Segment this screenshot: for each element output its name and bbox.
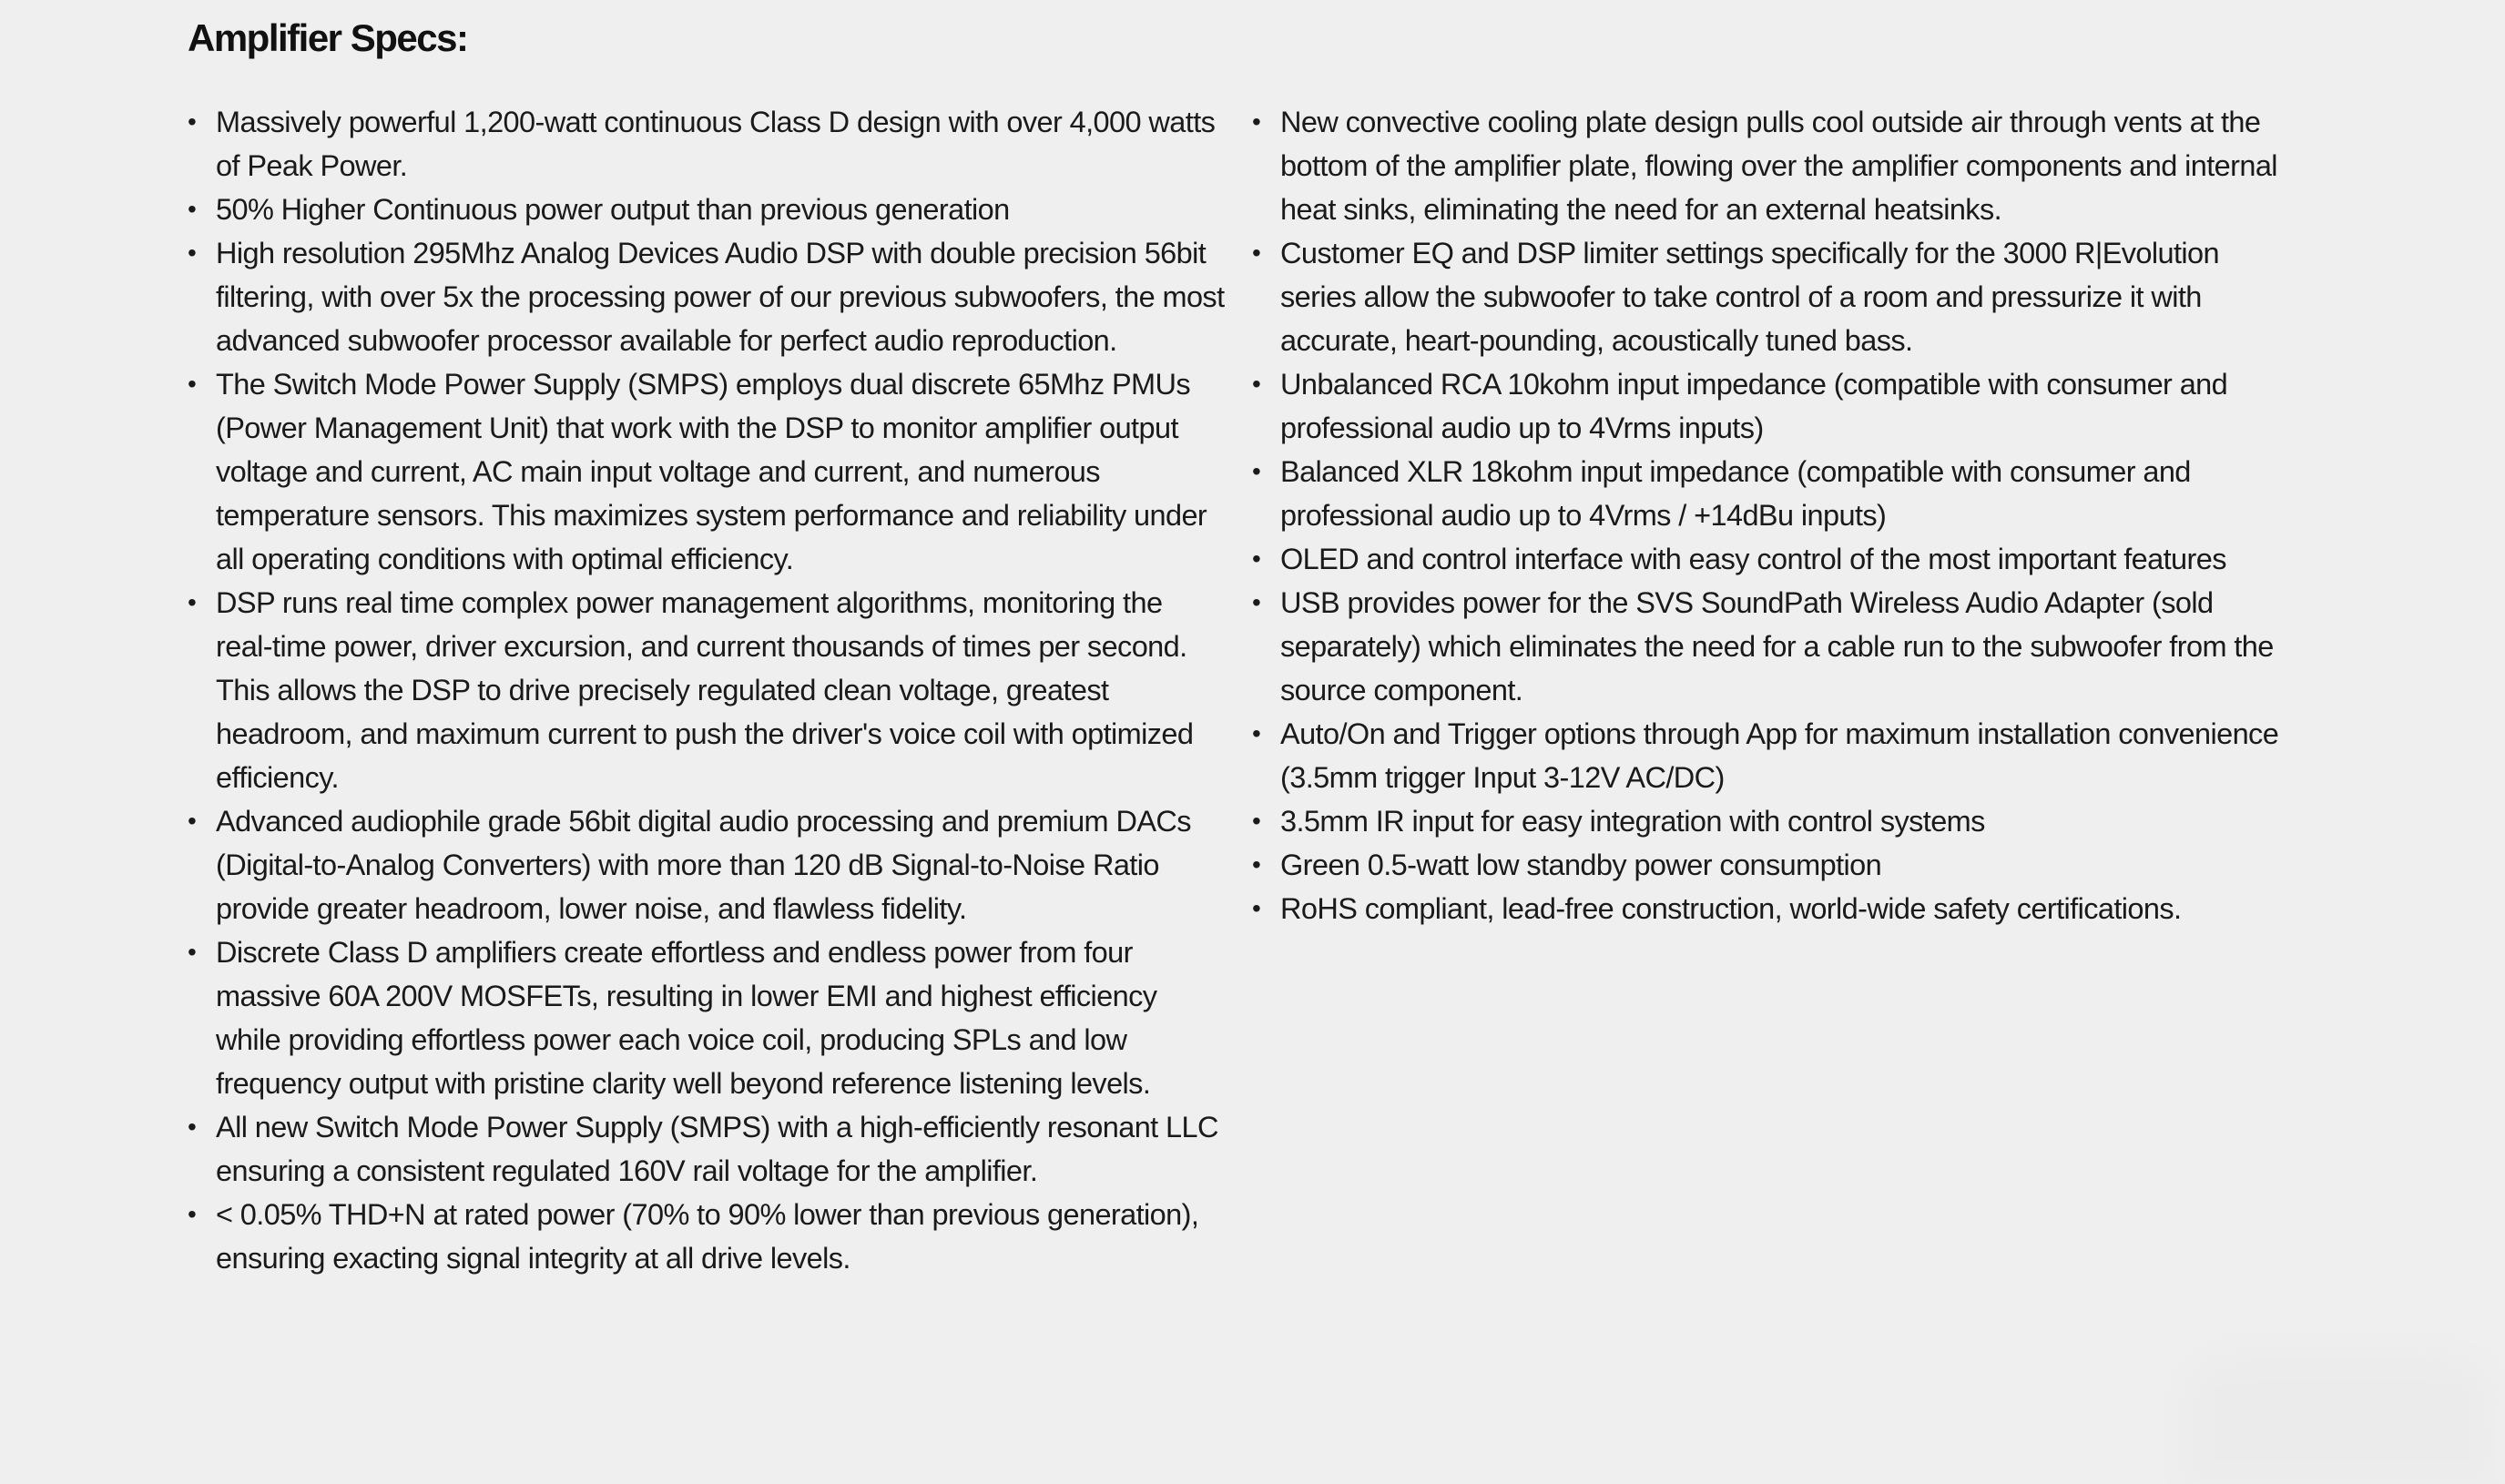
bullet-icon: • — [1252, 719, 1261, 747]
spec-list-item — [188, 231, 1226, 362]
spec-text: 3.5mm IR input for easy integration with control systems — [1280, 805, 1985, 838]
spec-text: 50% Higher Continuous power output than previous generation — [216, 193, 1010, 226]
spec-text: Unbalanced RCA 10kohm input impedance (compatible with consumer and professional audio up to 4Vrms inputs) — [1280, 368, 2228, 444]
bullet-icon: • — [1252, 370, 1261, 398]
bullet-icon: • — [188, 807, 197, 835]
spec-list-item — [1252, 581, 2299, 712]
spec-text: Customer EQ and DSP limiter settings specifically for the 3000 R|Evolution series allow the subwoofer to take control of a room and pressurize it with accurate, heart-pounding, acoustically tuned bass. — [1280, 237, 2220, 357]
bullet-icon: • — [188, 107, 197, 136]
spec-text: DSP runs real time complex power management algorithms, monitoring the real-time power, driver excursion, and current thousands of times per second. This allows the DSP to drive precisely regulated clean voltage, greatest headroom, and maximum current to push the driver's voice coil with optimized efficiency. — [216, 586, 1194, 794]
spec-text: New convective cooling plate design pulls cool outside air through vents at the bottom of the amplifier plate, flowing over the amplifier components and internal heat sinks, eliminating the need for an external heatsinks. — [1280, 106, 2277, 226]
spec-text: Discrete Class D amplifiers create effortless and endless power from four massive 60A 200V MOSFETs, resulting in lower EMI and highest efficiency while providing effortless power each voice coil, producing SPLs and low frequency output with pristine clarity well beyond reference listening levels. — [216, 936, 1157, 1100]
spec-list-item — [188, 188, 1226, 231]
spec-text: Green 0.5-watt low standby power consumption — [1280, 849, 1882, 881]
bullet-icon: • — [1252, 457, 1261, 485]
spec-text: The Switch Mode Power Supply (SMPS) employs dual discrete 65Mhz PMUs (Power Management Unit) that work with the DSP to monitor amplifier output voltage and current, AC main input voltage and current, and numerous temperature sensors. This maximizes system performance and reliability under all operating conditions with optimal efficiency. — [216, 368, 1207, 575]
spec-list-item — [188, 930, 1226, 1105]
bullet-icon: • — [188, 938, 197, 966]
spec-text: Auto/On and Trigger options through App for maximum installation convenience (3.5mm trigger Input 3-12V AC/DC) — [1280, 717, 2279, 794]
spec-list-item — [1252, 100, 2299, 231]
bullet-icon: • — [1252, 894, 1261, 922]
spec-list-item — [1252, 712, 2299, 799]
spec-text: RoHS compliant, lead-free construction, world-wide safety certifications. — [1280, 892, 2182, 925]
bullet-icon: • — [188, 1200, 197, 1228]
spec-list-item — [188, 362, 1226, 581]
spec-list-item — [1252, 887, 2299, 930]
spec-list-item — [1252, 450, 2299, 537]
bullet-icon: • — [188, 588, 197, 616]
spec-list-right — [1252, 100, 2299, 930]
spec-list-item — [1252, 843, 2299, 887]
bullet-icon: • — [188, 195, 197, 223]
spec-text: < 0.05% THD+N at rated power (70% to 90% lower than previous generation), ensuring exacting signal integrity at all drive levels. — [216, 1198, 1199, 1275]
spec-text: Massively powerful 1,200-watt continuous Class D design with over 4,000 watts of Peak Power. — [216, 106, 1216, 182]
spec-text: USB provides power for the SVS SoundPath Wireless Audio Adapter (sold separately) which eliminates the need for a cable run to the subwoofer from the source component. — [1280, 586, 2274, 706]
spec-list-item — [1252, 362, 2299, 450]
background-decoration — [2185, 1357, 2495, 1484]
spec-text: OLED and control interface with easy control of the most important features — [1280, 543, 2226, 575]
bullet-icon: • — [1252, 850, 1261, 879]
spec-list-item — [188, 100, 1226, 188]
bullet-icon: • — [1252, 544, 1261, 573]
bullet-icon: • — [188, 239, 197, 267]
section-heading: Amplifier Specs: — [188, 16, 468, 59]
bullet-icon: • — [1252, 239, 1261, 267]
spec-list-item — [1252, 231, 2299, 362]
spec-list-item — [1252, 799, 2299, 843]
spec-text: All new Switch Mode Power Supply (SMPS) with a high-efficiently resonant LLC ensuring a consistent regulated 160V rail voltage for the amplifier. — [216, 1111, 1218, 1187]
bullet-icon: • — [1252, 807, 1261, 835]
spec-list-item — [188, 799, 1226, 930]
spec-list-item — [188, 1105, 1226, 1193]
spec-text: High resolution 295Mhz Analog Devices Audio DSP with double precision 56bit filtering, with over 5x the processing power of our previous subwoofers, the most advanced subwoofer processor available for perfect audio reproduction. — [216, 237, 1225, 357]
bullet-icon: • — [188, 370, 197, 398]
spec-list-item — [188, 581, 1226, 799]
bullet-icon: • — [1252, 588, 1261, 616]
spec-text: Advanced audiophile grade 56bit digital audio processing and premium DACs (Digital-to-Analog Converters) with more than 120 dB Signal-to-Noise Ratio provide greater headroom, lower noise, and flawless fidelity. — [216, 805, 1191, 925]
bullet-icon: • — [1252, 107, 1261, 136]
bullet-icon: • — [188, 1113, 197, 1141]
spec-text: Balanced XLR 18kohm input impedance (compatible with consumer and professional audio up to 4Vrms / +14dBu inputs) — [1280, 455, 2191, 532]
spec-list-item — [1252, 537, 2299, 581]
spec-list-left — [188, 100, 1226, 1280]
spec-list-item — [188, 1193, 1226, 1280]
